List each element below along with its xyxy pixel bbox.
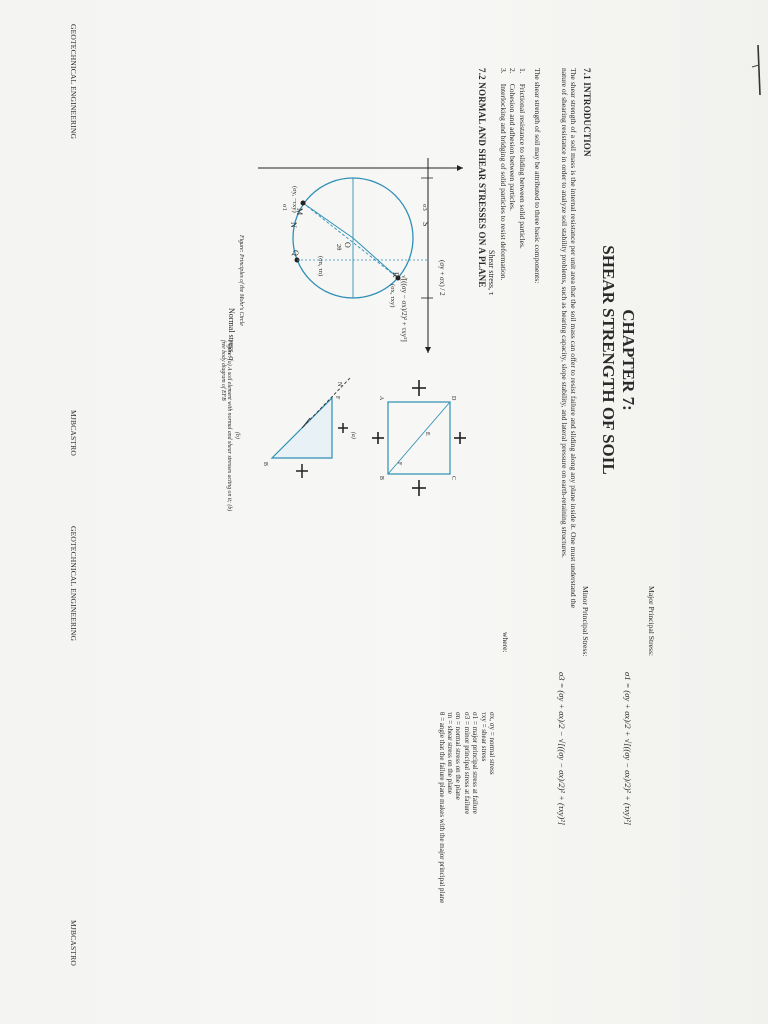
point-m-label: M bbox=[295, 208, 304, 216]
minor-stress-formula: σ3 = (σy + σx)/2 − √[((σy − σx)/2)² + (τxy)²] bbox=[557, 672, 567, 826]
sigma3-label: σ3 bbox=[421, 204, 428, 211]
list-item: σn = normal stress on the plane bbox=[454, 712, 463, 800]
major-stress-formula: σ1 = (σy + σx)/2 + √[((σy − σx)/2)² + (τxy)²] bbox=[623, 672, 633, 826]
right-footer-title: GEOTECHNICAL ENGINEERING bbox=[69, 526, 78, 642]
svg-text:B: B bbox=[262, 462, 268, 467]
intro-paragraph: The shear strength of a soil mass is the internal resistance per unit area that the soil mass can offer to resist failure and sliding along any plane inside it. One must understand the nature of shearing resistance in order to analyze soil stability problems, such as bearing capacity, slope stability, and lateral pressure on earth-retaining structures. bbox=[559, 68, 578, 608]
figure-b-label: (b) bbox=[234, 432, 240, 439]
list-item: σ3 = minor principal stress at failure bbox=[462, 712, 471, 815]
right-footer-author: MJBCASTRO bbox=[69, 920, 78, 966]
left-footer-author: MJBCASTRO bbox=[69, 410, 78, 456]
svg-text:F: F bbox=[396, 462, 402, 466]
svg-text:C: C bbox=[450, 476, 456, 481]
point-r-label: R bbox=[391, 272, 400, 278]
section-2-heading: 7.2 NORMAL AND SHEAR STRESSES ON A PLANE bbox=[477, 68, 487, 288]
chapter-number: CHAPTER 7: bbox=[619, 309, 638, 411]
soil-element-figure bbox=[358, 370, 470, 510]
point-m-coords: (σy, −τxy) bbox=[291, 186, 298, 213]
list-item: τn = shear stress on the plane bbox=[445, 712, 454, 794]
figure-a-label: (a) bbox=[350, 432, 356, 439]
point-q-label: Q bbox=[291, 250, 300, 256]
list-item: 1. Frictional resistance to sliding between solid particles. bbox=[518, 68, 527, 249]
list-item: σ1 = major principal stress at failure bbox=[471, 712, 480, 814]
figure-2-caption: Figure: Principles of the Mohr's Circle bbox=[238, 235, 244, 326]
mohrs-circle-figure bbox=[233, 148, 473, 362]
list-item: 2. Cohesion and adhesion between particles. bbox=[508, 68, 518, 211]
svg-text:E: E bbox=[424, 432, 430, 436]
svg-text:B: B bbox=[378, 476, 384, 481]
point-n-label: N bbox=[289, 222, 298, 228]
section-1-heading: 7.1 INTRODUCTION bbox=[582, 68, 592, 157]
point-r-coords: (σx, τxy) bbox=[389, 284, 396, 308]
point-q-coords: (σn, τn) bbox=[317, 256, 324, 277]
components-list bbox=[498, 68, 527, 280]
list-item: 3. Interlocking and bridging of solid particles to resist deformation. bbox=[498, 68, 508, 281]
components-intro: The shear strength of soil may be attributed to three basic components: bbox=[533, 68, 542, 284]
shear-axis-label: Shear stress, τ bbox=[487, 250, 496, 296]
two-theta-label: 2θ bbox=[335, 244, 342, 251]
list-item: τxy = shear stress bbox=[479, 712, 488, 762]
svg-text:N: N bbox=[336, 382, 342, 387]
staple-mark bbox=[710, 40, 768, 100]
radius-expression: √[((σy − σx)/2)² + τxy²] bbox=[400, 275, 408, 342]
left-footer-title: GEOTECHNICAL ENGINEERING bbox=[69, 24, 78, 140]
major-stress-label: Major Principal Stress: bbox=[647, 586, 656, 657]
list-item: θ = angle that the failure plane makes with the major principal plane bbox=[437, 712, 446, 904]
list-item: σx, σy = normal stress bbox=[488, 712, 496, 775]
svg-text:D: D bbox=[450, 396, 456, 401]
where-definitions bbox=[437, 712, 496, 903]
point-s-label: S bbox=[421, 222, 430, 227]
point-o-label: O bbox=[343, 242, 352, 248]
minor-stress-label: Minor Principal Stress: bbox=[581, 586, 590, 657]
figure-1-caption: Figure: (a) A soil element with normal and shear stresses acting on it; (b) free body diagram of EFB bbox=[220, 340, 232, 512]
right-page bbox=[0, 512, 768, 1024]
chapter-title: SHEAR STRENGTH OF SOIL bbox=[599, 245, 618, 475]
center-expression: (σy + σx) / 2 bbox=[438, 260, 446, 296]
svg-text:A: A bbox=[378, 396, 384, 401]
free-body-figure bbox=[242, 368, 352, 498]
svg-text:F: F bbox=[334, 396, 340, 400]
sigma1-label: σ1 bbox=[281, 204, 288, 211]
normal-axis-label: Normal stress, σ bbox=[227, 308, 236, 361]
where-label: where: bbox=[501, 632, 510, 653]
